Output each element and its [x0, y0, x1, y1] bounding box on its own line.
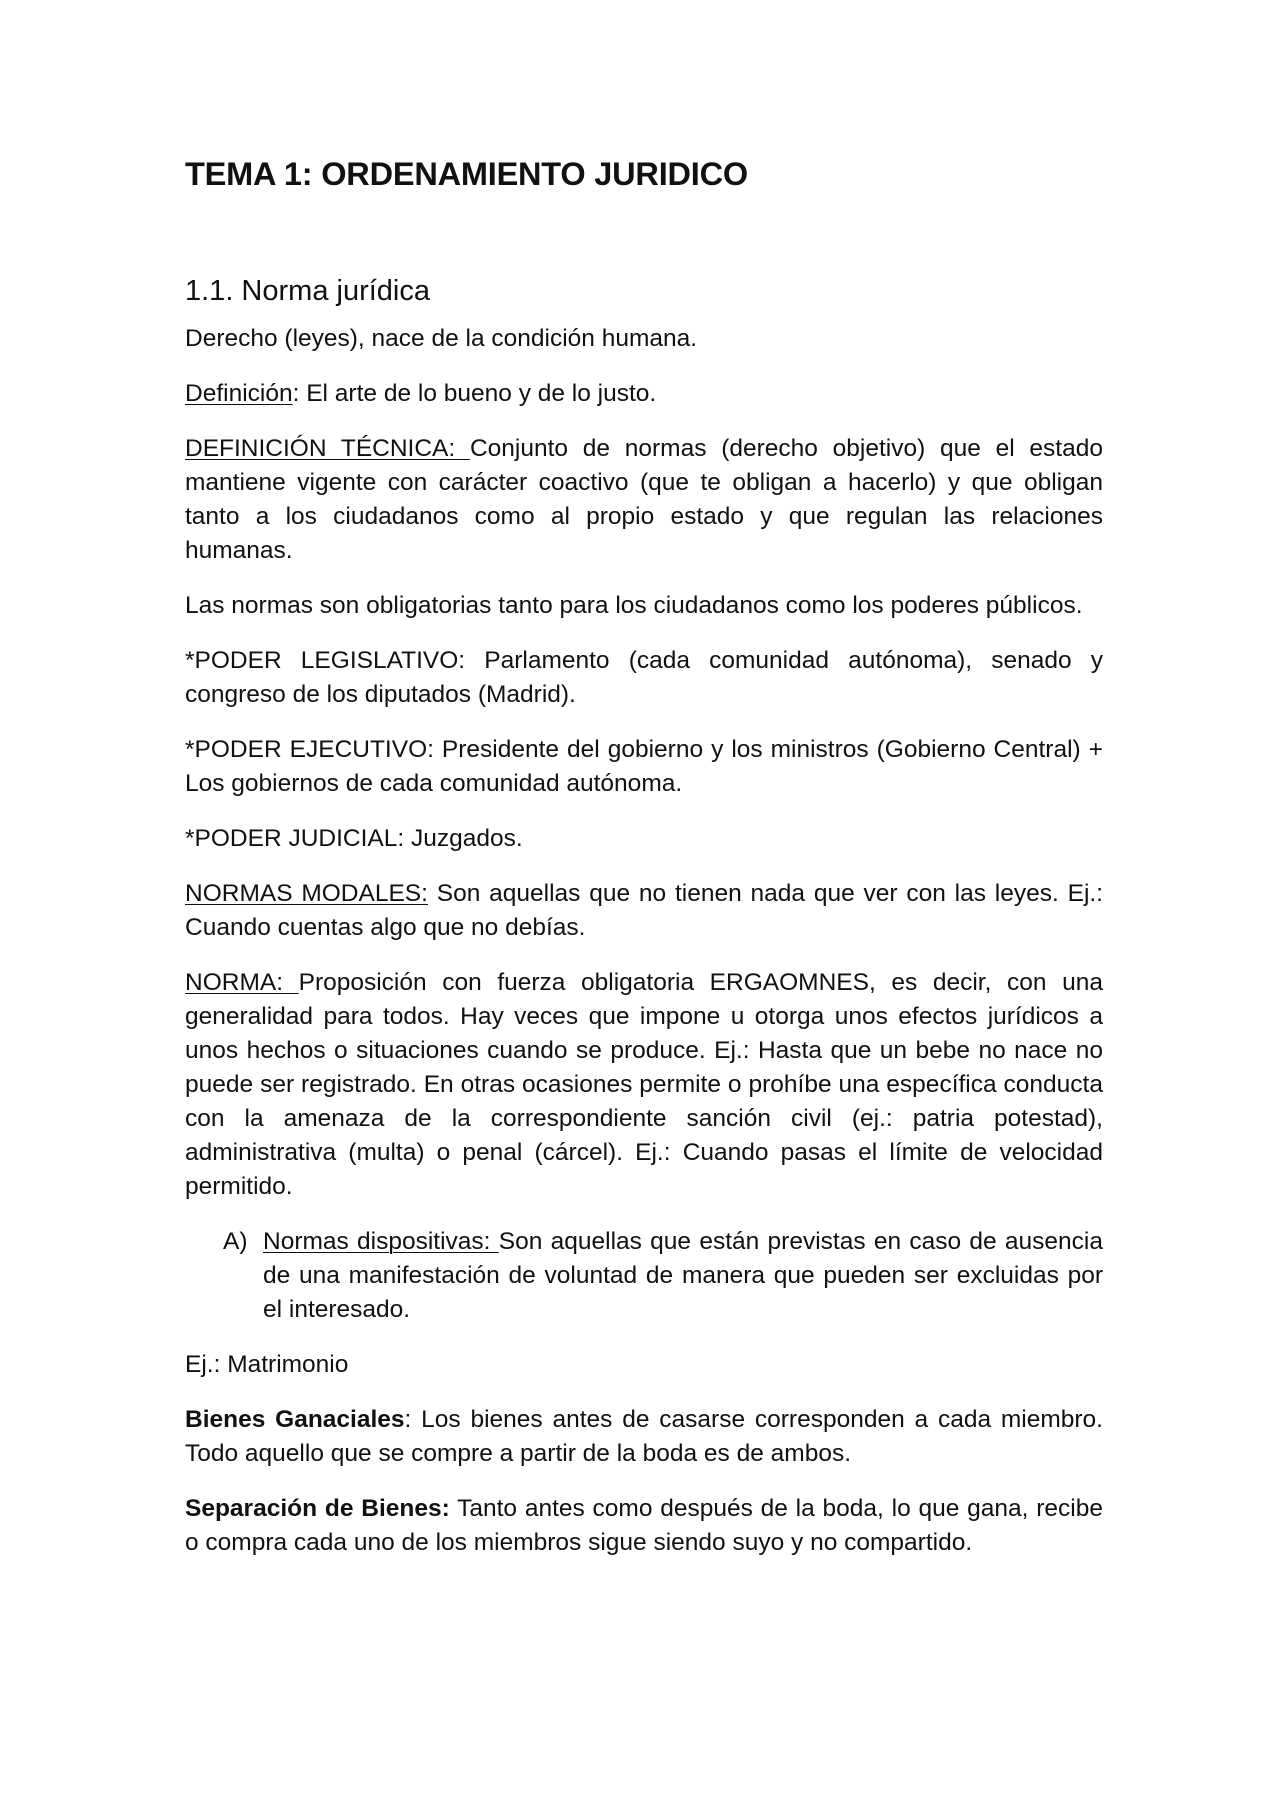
- definicion-tecnica-label: DEFINICIÓN TÉCNICA:: [185, 435, 470, 462]
- definicion-label: Definición: [185, 380, 293, 407]
- paragraph-definicion-tecnica: [185, 432, 1103, 568]
- list-item-normas-dispositivas: [223, 1225, 1103, 1327]
- normas-dispositivas-text: Son aquellas que están previstas en caso de ausencia de una manifestación de voluntad de manera que pueden ser excluidas por el interesado.: [263, 1228, 1103, 1323]
- paragraph-bienes-ganaciales: [185, 1403, 1103, 1471]
- normas-modales-label: NORMAS MODALES:: [185, 880, 428, 907]
- definicion-tecnica-text: Conjunto de normas (derecho objetivo) que el estado mantiene vigente con carácter coactivo (que te obligan a hacerlo) y que obligan tanto a los ciudadanos como al propio estado y que regulan las relaciones humanas.: [185, 435, 1103, 564]
- paragraph-norma: [185, 966, 1103, 1204]
- document-title: TEMA 1: ORDENAMIENTO JURIDICO: [185, 156, 748, 192]
- section-heading: 1.1. Norma jurídica: [185, 275, 430, 307]
- definicion-text: : El arte de lo bueno y de lo justo.: [292, 380, 657, 407]
- separacion-bienes-label: Separación de Bienes:: [185, 1495, 450, 1522]
- paragraph-definicion: [185, 377, 1103, 411]
- list-item-text: [263, 1225, 1103, 1327]
- norma-text: Proposición con fuerza obligatoria ERGAOMNES, es decir, con una generalidad para todos. Hay veces que impone u otorga unos efectos jurídicos a unos hechos o situaciones cuando se produce. Ej.: Hasta que un bebe no nace no puede ser registrado. En otras ocasiones permite o prohíbe una específica conducta con la amenaza de la correspondiente sanción civil (ej.: patria potestad), administrativa (multa) o penal (cárcel). Ej.: Cuando pasas el límite de velocidad permitido.: [185, 969, 1103, 1200]
- paragraph-normas-obligatorias: Las normas son obligatorias tanto para los ciudadanos como los poderes públicos.: [185, 592, 1083, 619]
- normas-modales-text: Son aquellas que no tienen nada que ver con las leyes. Ej.: Cuando cuentas algo que no debías.: [185, 880, 1103, 941]
- paragraph-poder-ejecutivo: *PODER EJECUTIVO: Presidente del gobierno y los ministros (Gobierno Central) + Los gobiernos de cada comunidad autónoma.: [185, 736, 1103, 797]
- paragraph-ej-matrimonio: Ej.: Matrimonio: [185, 1351, 349, 1378]
- bienes-ganaciales-label: Bienes Ganaciales: [185, 1406, 405, 1433]
- paragraph-derecho: Derecho (leyes), nace de la condición humana.: [185, 325, 698, 352]
- paragraph-normas-modales: [185, 877, 1103, 945]
- list-marker: A): [223, 1228, 248, 1255]
- separacion-bienes-text: Tanto antes como después de la boda, lo que gana, recibe o compra cada uno de los miembros sigue siendo suyo y no compartido.: [185, 1495, 1103, 1556]
- document-content: [185, 150, 1103, 1581]
- norma-label: NORMA:: [185, 969, 299, 996]
- paragraph-poder-legislativo: *PODER LEGISLATIVO: Parlamento (cada comunidad autónoma), senado y congreso de los diputados (Madrid).: [185, 647, 1103, 708]
- paragraph-poder-judicial: *PODER JUDICIAL: Juzgados.: [185, 825, 523, 852]
- paragraph-separacion-bienes: [185, 1492, 1103, 1560]
- bienes-ganaciales-text: : Los bienes antes de casarse corresponden a cada miembro. Todo aquello que se compre a partir de la boda es de ambos.: [185, 1406, 1103, 1467]
- normas-dispositivas-label: Normas dispositivas:: [263, 1228, 499, 1255]
